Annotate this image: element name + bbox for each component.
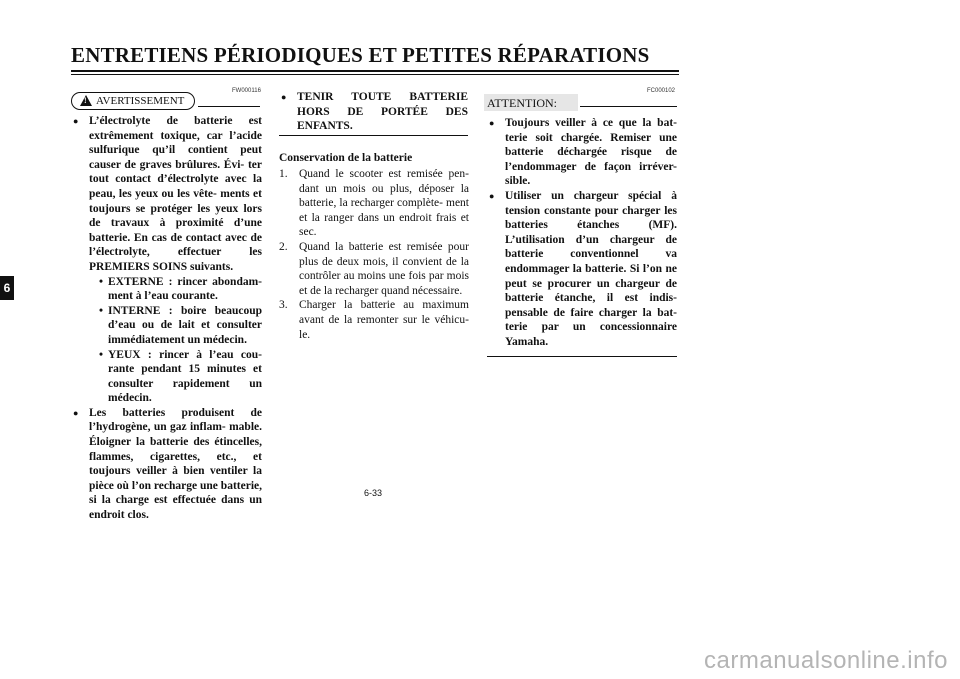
warning-bullet-2: ● Les batteries produisent de l’hydrogène, un gaz inflam- mable. Éloigner la batterie des étincelles, flammes, cigarettes, etc., et toujours veiller à bien ventiler la pièce où l’on recharge une batterie, si la charge est effectuée dans un endroit clos. xyxy=(71,406,262,523)
warning-bullet-1 xyxy=(71,114,262,406)
first-aid-eyes: • YEUX : rincer à l’eau cou- rante pendant 15 minutes et consulter rapidement un médecin. xyxy=(99,348,262,406)
caution-code: FC000102 xyxy=(647,88,676,94)
warning-code: FW000116 xyxy=(232,88,261,94)
section-heading: Conservation de la batterie xyxy=(279,152,413,164)
warning-triangle-icon xyxy=(80,95,92,106)
warning-label-rule xyxy=(198,106,260,107)
step-3-number: 3. xyxy=(279,299,288,312)
storage-steps xyxy=(279,167,469,342)
step-1-number: 1. xyxy=(279,168,288,180)
warning-end-rule xyxy=(279,135,468,136)
step-2-text: Quand la batterie est remisée pour plus de deux mois, il convient de la contrôler au moins une fois par mois et de la recharger quand nécessaire. xyxy=(299,240,469,297)
step-3 xyxy=(279,298,469,342)
warning-bullet-children: ● TENIR TOUTE BATTERIE HORS DE PORTÉE DES ENFANTS. xyxy=(279,90,468,134)
watermark: carmanualsonline.info xyxy=(704,647,948,674)
header-rule-thin xyxy=(71,74,679,75)
caution-end-rule xyxy=(487,356,677,357)
step-3-text: Charger la batterie au maximum avant de la remonter sur le véhicu- le. xyxy=(299,299,469,341)
caution-bullet-2: ● Utiliser un chargeur spécial à tension constante pour charger les batteries étanches (MF). L’utilisation d’un chargeur de batterie conventionnel va endommager la batterie. Si l’on ne peut se procurer un chargeur de batterie étanche, il est indis- pensable de faire charger la bat- terie par un concessionnaire Yamaha. xyxy=(487,189,677,350)
warning-glyph: ! xyxy=(84,96,87,105)
first-aid-internal: • INTERNE : boire beaucoup d’eau ou de lait et consulter immédiatement un médecin. xyxy=(99,304,262,348)
page-number: 6-33 xyxy=(364,488,383,498)
warning-label-text: AVERTISSEMENT xyxy=(96,95,185,107)
caution-label-rule xyxy=(580,106,677,107)
chapter-tab: 6 xyxy=(0,276,14,300)
header-rule-thick xyxy=(71,70,679,72)
caution-body xyxy=(487,116,677,350)
step-1-text: Quand le scooter est remisée pen- dant un mois ou plus, déposer la batterie, la recharger complète- ment et la ranger dans un endroit frais et sec. xyxy=(299,168,469,239)
warning-continued xyxy=(279,90,468,134)
caution-bullet-1: ● Toujours veiller à ce que la bat- terie soit chargée. Remiser une batterie déchargée risque de l’endommager de façon irréver- sible. xyxy=(487,116,677,189)
warning-body xyxy=(71,114,262,523)
first-aid-external: • EXTERNE : rincer abondam- ment à l’eau courante. xyxy=(99,275,262,304)
step-2-number: 2. xyxy=(279,240,288,253)
caution-label: ATTENTION: xyxy=(487,96,557,110)
warning-label xyxy=(71,92,195,110)
warning-bullet-1-text: L’électrolyte de batterie est extrêmement toxique, car l’acide sulfurique qu’il contient peut causer de graves brûlures. Évi- ter tout contact d’électrolyte avec la peau, les yeux ou les vête- ments et toujours se protéger les yeux lors de travaux à proximité d’une batterie. En cas de contact avec de l’électrolyte, effectuer les PREMIERS SOINS suivants. xyxy=(89,115,262,273)
step-1 xyxy=(279,167,469,240)
page-title: ENTRETIENS PÉRIODIQUES ET PETITES RÉPARATIONS xyxy=(71,43,650,67)
step-2 xyxy=(279,240,469,298)
